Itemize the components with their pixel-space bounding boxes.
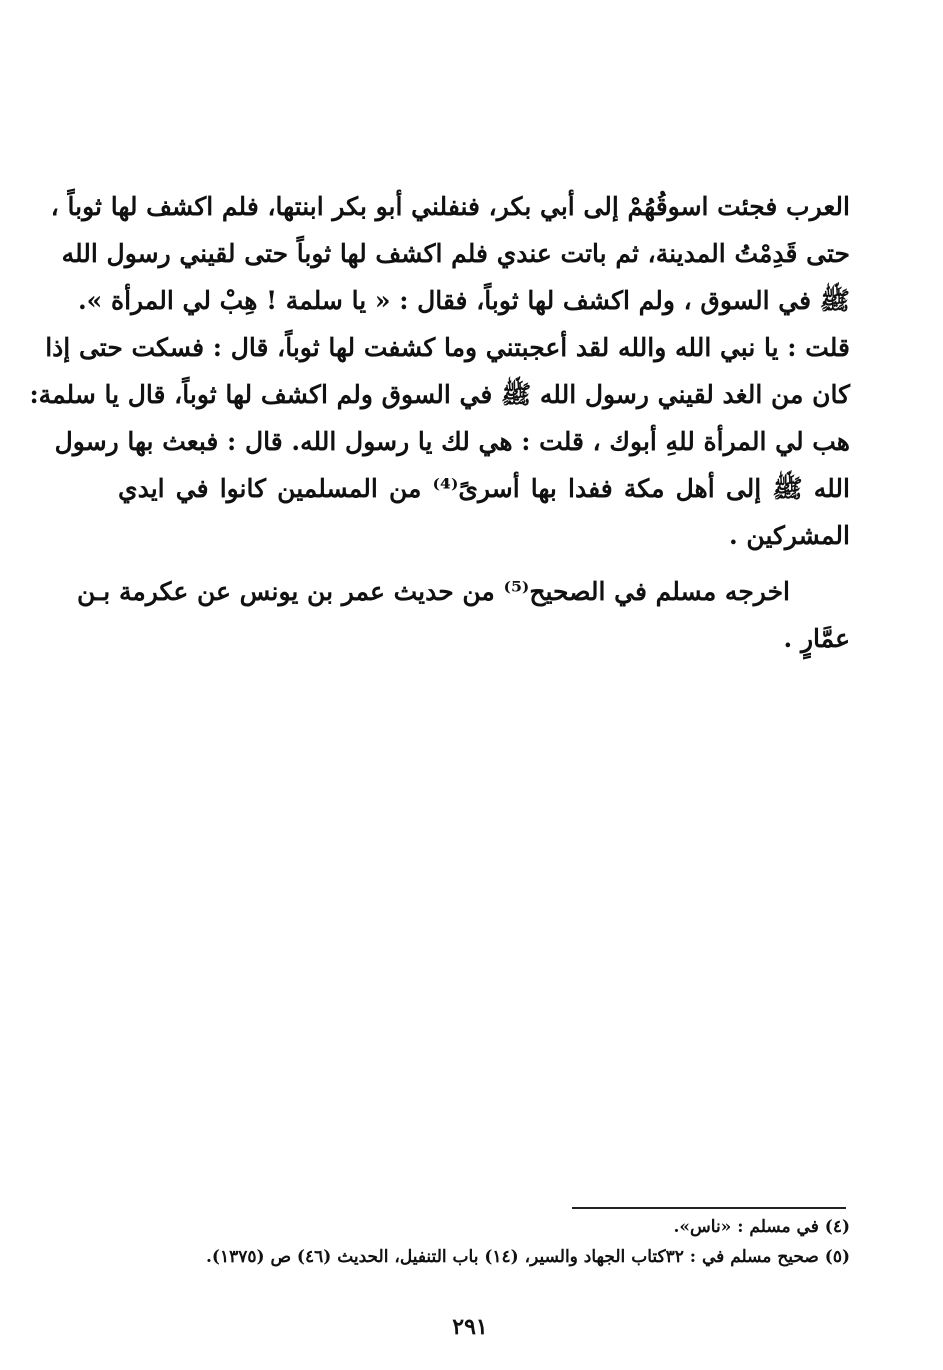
- text-line: المشركين .: [729, 521, 850, 550]
- text-line: حتى قَدِمْتُ المدينة، ثم باتت عندي فلم اكشف لها ثوباً حتى لقيني رسول الله: [61, 239, 850, 268]
- footnotes: [118, 1212, 850, 1272]
- second-paragraph: [76, 568, 850, 662]
- footnote: (٤) في مسلم : «ناس».: [673, 1217, 850, 1237]
- text-line: كان من الغد لقيني رسول الله ﷺ في السوق ولم اكشف لها ثوباً، قال يا سلمة:: [29, 380, 850, 409]
- footnote-separator: [572, 1207, 846, 1209]
- page-number: ٢٩١: [452, 1314, 488, 1340]
- text-line: اخرجه مسلم في الصحيح⁽⁵⁾ من حديث عمر بن يونس عن عكرمة بـن: [76, 577, 790, 606]
- text-line: قلت : يا نبي الله والله لقد أعجبتني وما كشفت لها ثوباً، قال : فسكت حتى إذا: [45, 333, 850, 362]
- text-line: الله ﷺ إلى أهل مكة ففدا بها أسرىً⁽⁴⁾ من المسلمين كانوا في ايدي: [118, 474, 850, 503]
- text-line: ﷺ في السوق ، ولم اكشف لها ثوباً، فقال : « يا سلمة ! هِبْ لي المرأة ».: [77, 286, 850, 315]
- footnote: (٥) صحيح مسلم في : ٣٢كتاب الجهاد والسير، (١٤) باب التنفيل، الحديث (٤٦) ص (١٣٧٥).: [205, 1247, 850, 1267]
- main-paragraph: [29, 183, 850, 559]
- text-line: عمَّارٍ .: [783, 624, 850, 653]
- text-line: العرب فجئت اسوقُهُمْ إلى أبي بكر، فنفلني أبو بكر ابنتها، فلم اكشف لها ثوباً ،: [50, 192, 850, 221]
- text-line: هب لي المرأة للهِ أبوك ، قلت : هي لك يا رسول الله. قال : فبعث بها رسول: [54, 427, 850, 456]
